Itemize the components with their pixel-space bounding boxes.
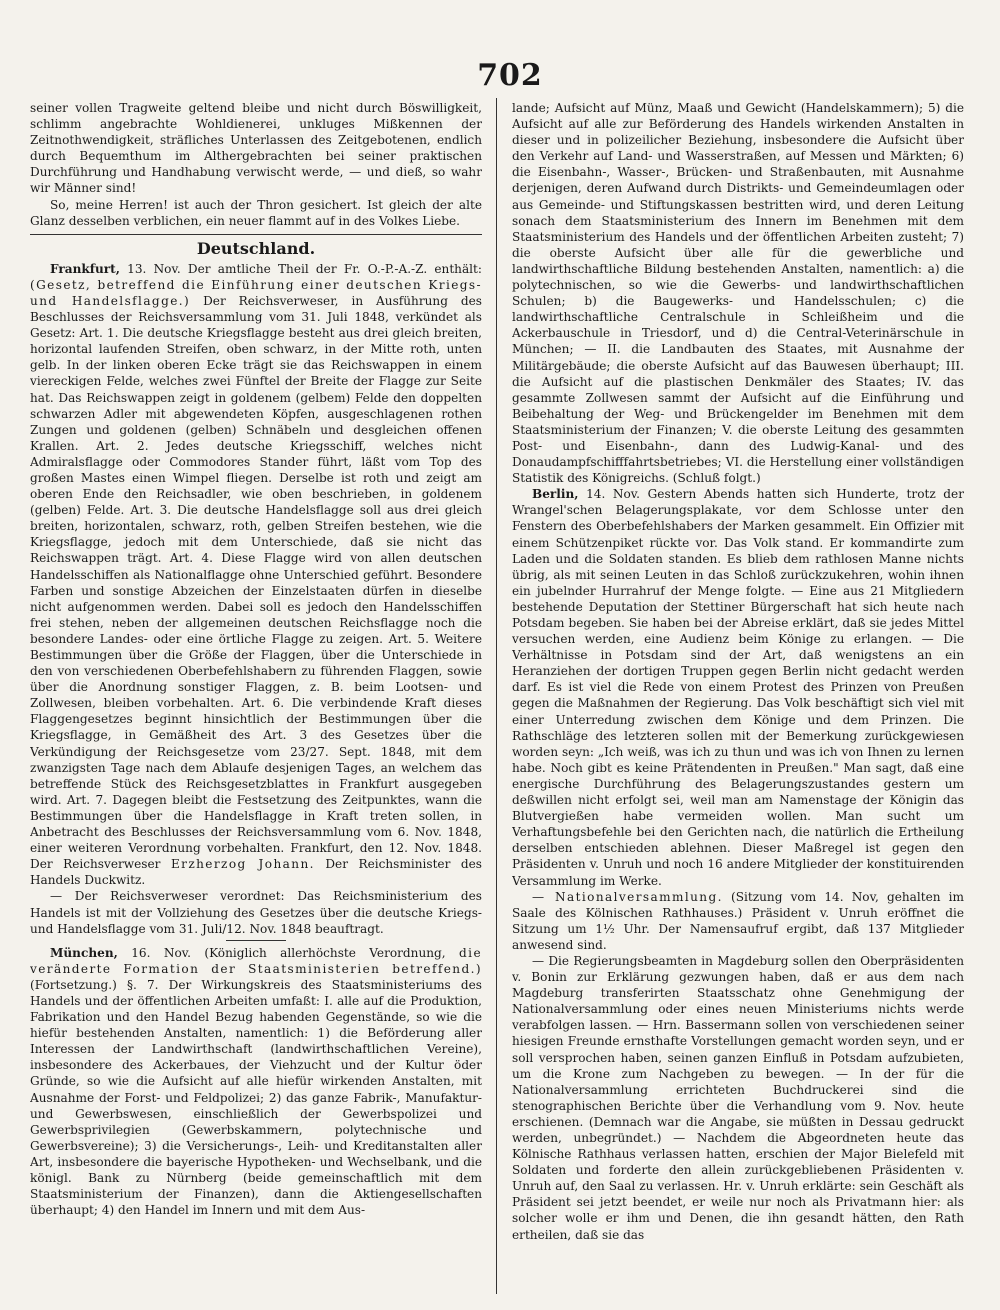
dateline-muenchen: München, xyxy=(50,945,118,960)
text-muenchen-a: (Königlich allerhöchste Verordnung, xyxy=(204,945,446,960)
article-muenchen xyxy=(30,945,482,1219)
signature-erzherzog: Erzherzog Johann. xyxy=(170,857,315,872)
paragraph-magdeburg: — Die Regierungsbeamten in Magdeburg sollen den Oberpräsidenten v. Bonin zur Erklärung gezwungen haben, daß er aus dem nach Magdeburg transferirten Staatsschatz ohne Genehmigung der Nationalversammlung oder eines neuen Ministeriums nichts werde verabfolgen lassen. — Hrn. Bassermann sollen von verschiedenen seiner hiesigen Freunde ernsthafte Vorstellungen gemacht worden seyn, und er soll versprochen haben, seinen ganzen Einfluß in Potsdam aufzubieten, um die Krone zum Nachgeben zu bewegen. — In der für die Nationalversammlung errichteten Buchdruckerei sind die stenographischen Berichte über die Verhandlung vom 9. Nov. heute erschienen. (Demnach war die Angabe, sie müßten in Dessau gedruckt werden, unbegründet.) — Nachdem die Abgeordneten heute das Kölnische Rathhaus verlassen hatten, erschien der Major Bielefeld mit Soldaten und forderte den allein zurückgebliebenen Präsidenten v. Unruh auf, den Saal zu verlassen. Hr. v. Unruh erklärte: sein Geschäft als Präsident sei jetzt beendet, er weile nur noch als Privatmann hier: als solcher wolle er ihm und Denen, die ihn gesandt hätten, den Rath ertheilen, daß sie das xyxy=(512,953,964,1242)
paragraph-reichsverweser: — Der Reichsverweser verordnet: Das Reichsministerium des Handels ist mit der Vollziehung des Gesetzes über die deutsche Kriegs- und Handelsflagge vom 31. Juli/12. Nov. 1848 beauftragt. xyxy=(30,889,482,936)
short-divider xyxy=(226,940,286,941)
column-divider xyxy=(496,98,497,1294)
right-column xyxy=(512,100,964,1290)
text-frankfurt-c: Der Reichsminister des Handels Duckwitz. xyxy=(30,857,482,888)
text-frankfurt-b: Der Reichsverweser, in Ausführung des Beschlusses der Reichsversammlung vom 31. Juli 1848, verkündet als Gesetz: Art. 1. Die deutsche Kriegsflagge besteht aus drei gleich breiten, horizontal laufenden Streifen, oben schwarz, in der Mitte roth, unten gelb. In der linken oberen Ecke trägt sie das Reichswappen in einem viereckigen Felde, welches zwei Fünftel der Breite der Flagge zur Seite hat. Das Reichswappen zeigt in goldenem (gelbem) Felde den doppelten schwarzen Adler mit abgewendeten Köpfen, ausgeschlagenen rothen Zungen und goldenen (gelben) Schnäbeln und desgleichen offenen Krallen. Art. 2. Jedes deutsche Kriegsschiff, welches nicht Admiralsflagge oder Commodores Stander führt, läßt vom Top des großen Mastes einen Wimpel fliegen. Derselbe ist roth und zeigt am oberen Ende den Reichsadler, wie oben beschrieben, in goldenem (gelben) Felde. Art. 3. Die deutsche Handelsflagge soll aus drei gleich breiten, horizontalen, schwarz, roth, gelben Streifen bestehen, wie die Kriegsflagge, jedoch mit dem Unterschiede, daß sie nicht das Reichswappen trägt. Art. 4. Diese Flagge wird von allen deutschen Handelsschiffen als Nationalflagge ohne Unterschied geführt. Besondere Farben und sonstige Abzeichen der Einzelstaaten dürfen in dieselbe nicht aufgenommen werden. Dabei soll es jedoch den Handelsschiffen frei stehen, neben der allgemeinen deutschen Reichsflagge noch die besondere Landes- oder eine örtliche Flagge zu zeigen. Art. 5. Weitere Bestimmungen über die Größe der Flaggen, über die Unterschiede in den von verschiedenen Oberbefehlshabern zu führenden Flaggen, sowie über die Anordnung sonstiger Flaggen, z. B. beim Lootsen- und Zollwesen, bleiben vorbehalten. Art. 6. Die verbindende Kraft dieses Flaggengesetzes beginnt hinsichtlich der Bestimmungen über die Kriegsflagge, in Gemäßheit des Art. 3 des Gesetzes über die Verkündigung der Reichsgesetze vom 23/27. Sept. 1848, mit dem zwanzigsten Tage nach dem Ablaufe desjenigen Tages, an welchem das betreffende Stück des Reichsgesetzblattes in Frankfurt ausgegeben wird. Art. 7. Dagegen bleibt die Festsetzung des Zeitpunktes, wann die Bestimmungen über die Handelsflagge in Kraft treten sollen, in Anbetracht des Beschlusses der Reichsversammlung vom 6. Nov. 1848, einer weiteren Verordnung vorbehalten. Frankfurt, den 12. Nov. 1848. Der Reichsverweser xyxy=(30,293,482,872)
dateline-berlin: Berlin, xyxy=(532,487,579,502)
date-berlin: 14. Nov. xyxy=(586,487,641,502)
text-muenchen-b: (Fortsetzung.) §. 7. Der Wirkungskreis des Staatsministeriums des Handels und der öffentlichen Arbeiten umfaßt: I. alle auf die Produktion, Fabrikation und den Handel Bezug habenden Gegenstände, so wie die hiefür bestehenden Anstalten, namentlich: 1) die Beförderung aller Interessen der Landwirthschaft (landwirthschaftlichen Vereine), insbesondere des Ackerbaues, der Viehzucht und der Kultur öder Gründe, so wie die Aufsicht auf alle hiefür wirkenden Anstalten, mit Ausnahme der Forst- und Feldpolizei; 2) das ganze Fabrik-, Manufaktur- und Gewerbswesen, einschließlich der Gewerbspolizei und Gewerbsprivilegien (Gewerbskammern, polytechnische und Gewerbsvereine); 3) die Versicherungs-, Leih- und Kreditanstalten aller Art, insbesondere die bayerische Hypotheken- und Wechselbank, und die königl. Bank zu Nürnberg (beide gemeinschaftlich mit dem Staatsministerium der Finanzen), dann die Aktiengesellschaften überhaupt; 4) den Handel im Innern und mit dem Aus- xyxy=(30,977,482,1218)
page-number: 702 xyxy=(477,58,543,93)
title-ministerien: die veränderte Formation der Staatsministerien betreffend.) xyxy=(30,945,482,976)
dateline-frankfurt: Frankfurt, xyxy=(50,261,120,276)
date-frankfurt: 13. Nov. xyxy=(127,261,181,276)
text-nationalversammlung: (Sitzung vom 14. Nov, gehalten im Saale des Kölnischen Rathhauses.) Präsident v. Unruh eröffnet die Sitzung um 1½ Uhr. Der Namensaufruf ergibt, daß 137 Mitglieder anwesend sind. xyxy=(512,889,964,952)
date-muenchen: 16. Nov. xyxy=(131,945,191,960)
paragraph-muenchen-continued: lande; Aufsicht auf Münz, Maaß und Gewicht (Handelskammern); 5) die Aufsicht auf alle zur Beförderung des Handels wirkenden Anstalten in dieser und in polizeilicher Beziehung, insbesondere die Aufsicht über den Verkehr auf Land- und Wasserstraßen, auf Messen und Märkten; 6) die Eisenbahn-, Wasser-, Brücken- und Straßenbauten, mit Ausnahme derjenigen, deren Aufwand durch Distrikts- und Gemeindeumlagen oder aus Gemeinde- und Stiftungskassen bestritten wird, und deren Leitung sonach dem Staatsministerium des Innern im Benehmen mit dem Staatsministerium des Handels und der öffentlichen Arbeiten zusteht; 7) die oberste Aufsicht über alle für die gewerbliche und landwirthschaftliche Bildung bestehenden Anstalten, namentlich: a) die polytechnischen, so wie die Gewerbs- und landwirthschaftlichen Schulen; b) die Baugewerks- und Handelsschulen; c) die landwirthschaftliche Centralschule in Schleißheim und die Ackerbauschule in Triesdorf, und d) die Central-Veterinärschule in München; — II. die Landbauten des Staates, mit Ausnahme der Militärgebäude; die oberste Aufsicht auf das Bauwesen überhaupt; III. die Aufsicht auf die plastischen Denkmäler des Staates; IV. das gesammte Zollwesen sammt der Aufsicht auf die Einführung und Beibehaltung der Weg- und Brückengelder im Benehmen mit dem Staatsministerium der Finanzen; V. die oberste Leitung des gesammten Post- und Eisenbahn-, dann des Ludwig-Kanal- und des Donaudampfschifffahrtsbetriebes; VI. die Herstellung einer vollständigen Statistik des Königreichs. (Schluß folgt.) xyxy=(512,101,964,486)
title-nationalversammlung: — Nationalversammlung. xyxy=(532,889,723,904)
text-berlin: Gestern Abends hatten sich Hunderte, trotz der Wrangel'schen Belagerungsplakate, vor dem Schlosse unter den Fenstern des Oberbefehlshabers der Marken gesammelt. Ein Offizier mit einem Schützenpiket rückte vor. Das Volk stand. Er kommandirte zum Laden und die Soldaten standen. Es blieb dem rathlosen Manne nichts übrig, als mit seinen Leuten in das Schloß zurückzukehren, wohin ihnen ein jubelnder Hurrahruf der Menge folgte. — Eine aus 21 Mitgliedern bestehende Deputation der Stettiner Bürgerschaft hat sich heute nach Potsdam begeben. Sie haben bei der Abreise erklärt, daß sie jedes Mittel versuchen werden, eine Audienz beim Könige zu erlangen. — Die Verhältnisse in Potsdam sind der Art, daß wenigstens an ein Heranziehen der dortigen Truppen gegen Berlin nicht gedacht werden darf. Es ist viel die Rede von einem Protest des Prinzen von Preußen gegen die Maßnahmen der Regierung. Das Volk beschäftigt sich viel mit einer Unterredung zwischen dem Könige und dem Prinzen. Die Rathschläge des letzteren sollen mit der Bemerkung zurückgewiesen worden seyn: „Ich weiß, was ich zu thun und was ich von Ihnen zu lernen habe. Noch gibt es keine Prätendenten in Preußen." Man sagt, daß eine energische Durchführung des Belagerungszustandes gestern um deßwillen nicht erfolgt sei, weil man am Namenstage der Königin das Blutvergießen habe vermeiden wollen. Man sucht um Verhaftungsbefehle bei den Gerichten nach, die natürlich die Ertheilung derselben entschieden ablehnen. Dieser Maßregel ist gegen den Präsidenten v. Unruh und noch 16 andere Mitglieder der konstituirenden Versammlung im Werke. xyxy=(512,487,964,888)
paragraph-closing-speech: seiner vollen Tragweite geltend bleibe und nicht durch Böswilligkeit, schlimm angebrachte Wohldienerei, unkluges Mißkennen der Zeitnothwendigkeit, sträfliches Unterlassen des Zeitgebotenen, endlich durch Bequemthum im Althergebrachten bei seiner praktischen Durchführung und Handhabung verwischt werde, — und dieß, so wahr wir Männer sind! xyxy=(30,101,482,196)
title-flag-law: (Gesetz, betreffend die Einführung einer deutschen Kriegs- und Handelsflagge.) xyxy=(30,277,482,308)
article-nationalversammlung xyxy=(512,889,964,953)
article-berlin xyxy=(512,486,964,888)
article-frankfurt xyxy=(30,261,482,889)
section-title-deutschland: Deutschland. xyxy=(196,238,316,258)
text-frankfurt-a: Der amtliche Theil der Fr. O.-P.-A.-Z. enthält: xyxy=(187,261,482,276)
left-column xyxy=(30,100,482,1290)
section-divider xyxy=(30,234,482,235)
paragraph-throne: So, meine Herren! ist auch der Thron gesichert. Ist gleich der alte Glanz desselben verblichen, ein neuer flammt auf in des Volkes Liebe. xyxy=(30,197,482,228)
